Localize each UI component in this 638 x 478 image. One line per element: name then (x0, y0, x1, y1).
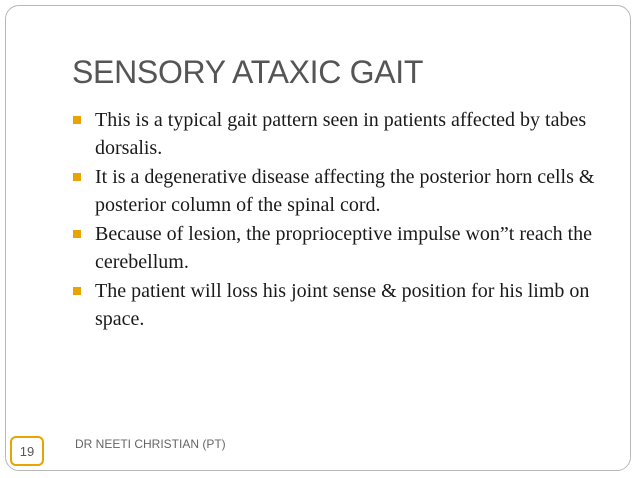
bullet-text: This is a typical gait pattern seen in patients affected by tabes dorsalis. (95, 109, 587, 159)
square-bullet-icon (73, 173, 81, 181)
bullet-text: Because of lesion, the proprioceptive impulse won”t reach the cerebellum. (95, 223, 593, 273)
page-number-badge: 19 (10, 436, 44, 466)
square-bullet-icon (73, 116, 81, 124)
bullet-item (70, 163, 610, 219)
bullet-list (70, 106, 610, 334)
square-bullet-icon (73, 230, 81, 238)
bullet-text: It is a degenerative disease affecting the posterior horn cells & posterior column of the spinal cord. (95, 166, 595, 216)
bullet-item (70, 106, 610, 162)
bullet-item (70, 220, 610, 276)
bullet-text: The patient will loss his joint sense & position for his limb on space. (95, 280, 590, 330)
slide-title: SENSORY ATAXIC GAIT (72, 54, 424, 90)
square-bullet-icon (73, 287, 81, 295)
slide-footer: DR NEETI CHRISTIAN (PT) (75, 437, 226, 451)
bullet-item (70, 277, 610, 333)
